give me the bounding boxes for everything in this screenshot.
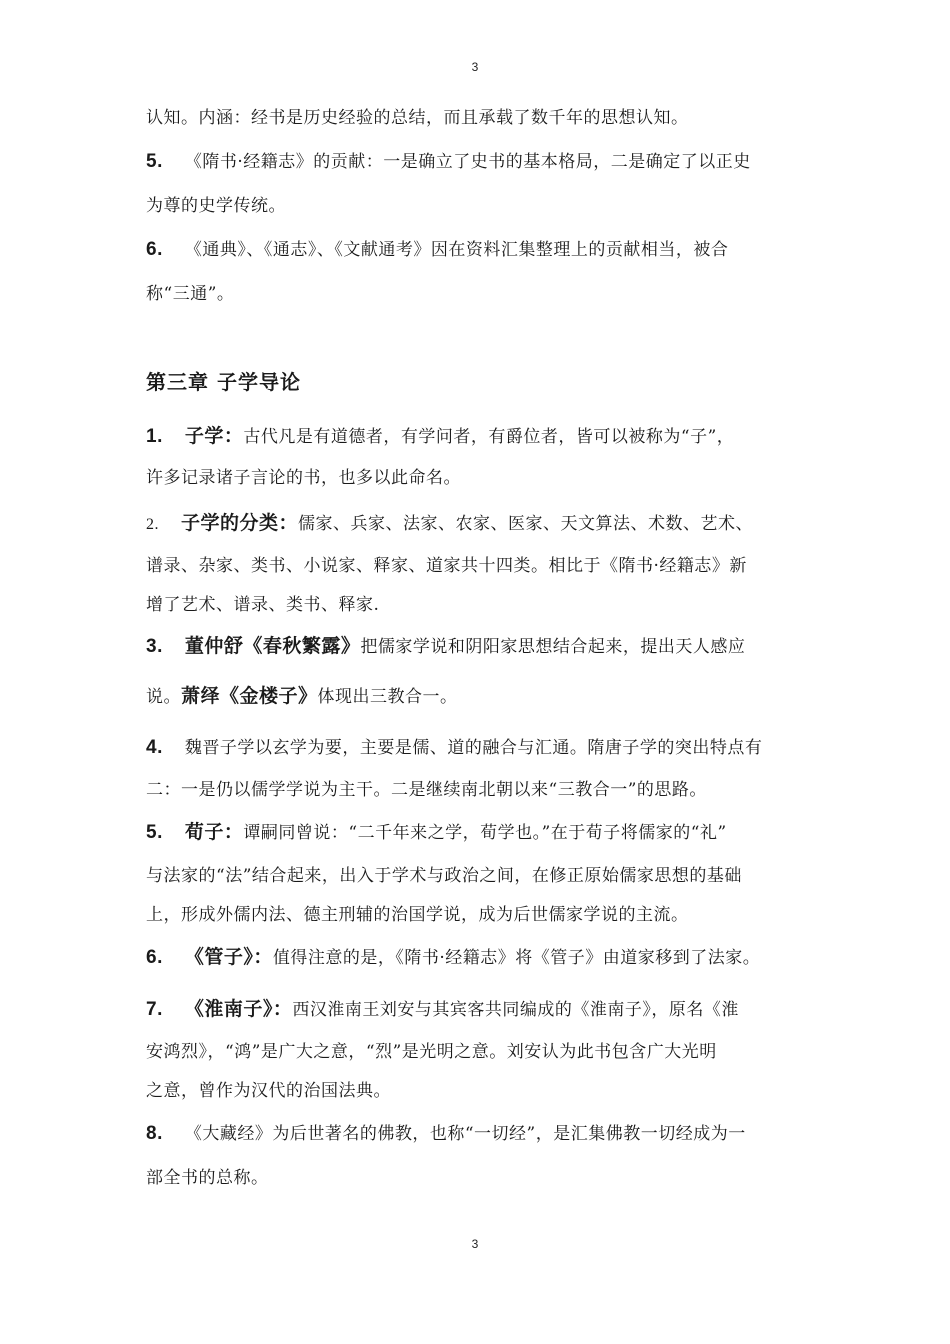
text-line [146, 684, 458, 709]
page-number-bottom: 3 [471, 1237, 479, 1251]
item-number: 2. [146, 516, 159, 533]
text-line: 为尊的史学传统。 [146, 196, 286, 216]
chapter-heading: 第三章 子学导论 [146, 370, 301, 394]
item-text: 《通典》、《通志》、《文献通考》因在资料汇集整理上的贡献相当，被合 [184, 240, 729, 260]
chapter-item-1 [146, 424, 734, 449]
text-line: 称“三通”。 [146, 284, 235, 304]
item-text: 谭嗣同曾说：“二千年来之学，荀学也。”在于荀子将儒家的“礼” [243, 823, 727, 843]
text-line: 谱录、杂家、类书、小说家、释家、道家共十四类。相比于《隋书·经籍志》新 [146, 556, 747, 576]
text-line: 部全书的总称。 [146, 1168, 269, 1188]
item-text: 古代凡是有道德者，有学问者，有爵位者，皆可以被称为“子”， [243, 427, 735, 447]
chapter-item-8 [146, 1122, 746, 1146]
item-term: 子学： [184, 425, 244, 447]
item-text: 儒家、兵家、法家、农家、医家、天文算法、术数、艺术、 [298, 514, 754, 534]
item-number: 7. [146, 999, 163, 1020]
page-number-top: 3 [471, 60, 479, 74]
item-number: 6. [146, 947, 163, 968]
item-number: 3. [146, 636, 163, 657]
chapter-item-7 [146, 997, 739, 1022]
text-line: 二：一是仍以儒学学说为主干。二是继续南北朝以来“三教合一”的思路。 [146, 780, 707, 800]
list-item-5 [146, 150, 751, 174]
list-item-6 [146, 238, 728, 262]
chapter-item-4 [146, 736, 762, 760]
item-term: 董仲舒《春秋繁露》 [184, 635, 361, 657]
text-line: 与法家的“法”结合起来，出入于学术与政治之间，在修正原始儒家思想的基础 [146, 866, 742, 886]
item-term: 荀子： [184, 821, 244, 843]
item-text: 体现出三教合一。 [317, 687, 458, 707]
item-text: 西汉淮南王刘安与其宾客共同编成的《淮南子》，原名《淮 [292, 1000, 739, 1020]
item-number: 1. [146, 426, 163, 447]
item-text: 说。 [146, 687, 181, 707]
item-number: 6. [146, 239, 163, 260]
text-line: 增了艺术、谱录、类书、释家. [146, 595, 380, 615]
text-line: 认知。内涵：经书是历史经验的总结，而且承载了数千年的思想认知。 [146, 108, 689, 128]
item-term: 《管子》： [184, 946, 273, 968]
item-text: 把儒家学说和阴阳家思想结合起来，提出天人感应 [360, 637, 746, 657]
item-number: 8. [146, 1123, 163, 1144]
item-term: 萧绎《金楼子》 [181, 685, 318, 707]
item-text: 魏晋子学以玄学为要，主要是儒、道的融合与汇通。隋唐子学的突出特点有 [184, 738, 763, 758]
item-text: 《隋书·经籍志》的贡献：一是确立了史书的基本格局，二是确定了以正史 [184, 152, 751, 172]
text-line: 之意，曾作为汉代的治国法典。 [146, 1081, 391, 1101]
text-line: 安鸿烈》，“鸿”是广大之意，“烈”是光明之意。刘安认为此书包含广大光明 [146, 1042, 717, 1062]
item-number: 4. [146, 737, 163, 758]
text-line: 许多记录诸子言论的书，也多以此命名。 [146, 468, 461, 488]
item-term: 《淮南子》： [184, 998, 293, 1020]
item-term: 子学的分类： [181, 512, 299, 534]
text-line: 上，形成外儒内法、德主刑辅的治国学说，成为后世儒家学说的主流。 [146, 905, 689, 925]
chapter-item-2 [146, 511, 753, 537]
chapter-item-6 [146, 945, 760, 970]
item-number: 5. [146, 151, 163, 172]
chapter-item-5 [146, 820, 727, 845]
item-text: 《大藏经》为后世著名的佛教，也称“一切经”，是汇集佛教一切经成为一 [184, 1124, 746, 1144]
item-number: 5. [146, 822, 163, 843]
item-text: 值得注意的是，《隋书·经籍志》将《管子》由道家移到了法家。 [272, 948, 761, 968]
chapter-item-3 [146, 634, 745, 659]
